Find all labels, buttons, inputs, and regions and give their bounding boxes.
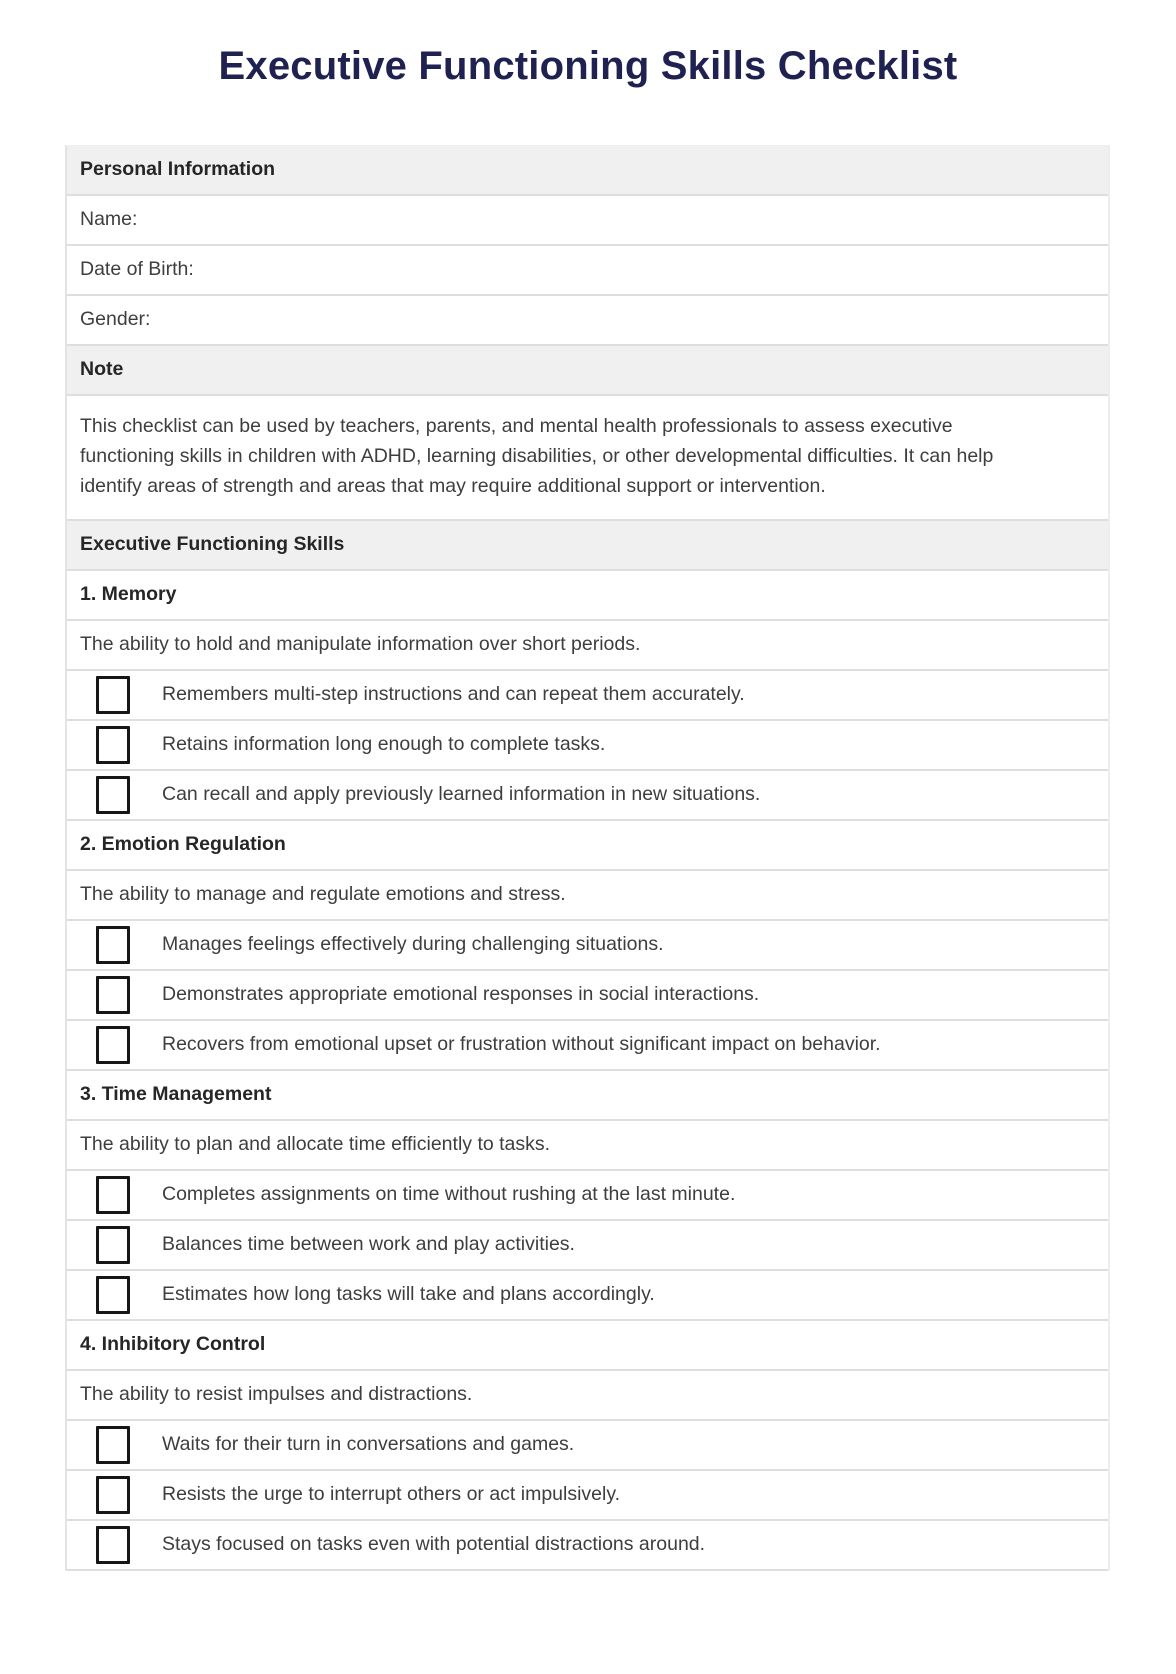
personal-info-header-label: Personal Information [80,158,276,181]
section-heading-label: 3. Time Management [80,1082,272,1105]
note-header [67,346,1108,396]
checklist-item-row [67,671,1108,721]
skills-header [67,521,1108,571]
section-heading [67,1071,1108,1121]
checkbox[interactable] [96,1176,130,1214]
checkbox[interactable] [96,926,130,964]
skill-section [67,821,1108,1071]
checklist-item-row [67,1021,1108,1071]
page-title: Executive Functioning Skills Checklist [218,44,958,88]
checklist-item-row [67,1521,1108,1571]
checkbox[interactable] [96,1526,130,1564]
checklist-item-label: Completes assignments on time without rushing at the last minute. [162,1182,736,1205]
section-description [67,1121,1108,1171]
checklist-item-label: Manages feelings effectively during challenging situations. [162,932,664,955]
note-header-label: Note [80,358,124,381]
checklist-item-label: Estimates how long tasks will take and plans accordingly. [162,1282,655,1305]
personal-fields-group [67,196,1108,346]
section-heading [67,1321,1108,1371]
checklist-item-label: Remembers multi-step instructions and can repeat them accurately. [162,682,745,705]
section-items-group [67,1421,1108,1571]
checklist-item-row [67,1271,1108,1321]
checkbox[interactable] [96,976,130,1014]
section-description [67,621,1108,671]
section-description-text: The ability to hold and manipulate information over short periods. [80,632,641,655]
section-description [67,1371,1108,1421]
section-description-text: The ability to manage and regulate emotions and stress. [80,882,566,905]
personal-field-label: Gender: [80,308,151,331]
section-heading-label: 1. Memory [80,582,177,605]
checklist-item-label: Can recall and apply previously learned information in new situations. [162,782,761,805]
section-items-group [67,1171,1108,1321]
checklist-item-label: Waits for their turn in conversations and games. [162,1432,575,1455]
skill-section [67,1321,1108,1571]
checkbox[interactable] [96,1026,130,1064]
section-items-group [67,671,1108,821]
checklist-item-row [67,921,1108,971]
checkbox[interactable] [96,1476,130,1514]
checklist-item-row [67,721,1108,771]
checklist-item-row [67,771,1108,821]
checklist-item-row [67,1171,1108,1221]
section-heading-label: 2. Emotion Regulation [80,832,286,855]
section-items-group [67,921,1108,1071]
note-text: This checklist can be used by teachers, parents, and mental health professionals to assess executive functioning skills in children with ADHD, learning disabilities, or other developmental difficulties. It can help identify areas of strength and areas that may require additional support or intervention. [67,396,1108,521]
personal-field-row[interactable] [67,196,1108,246]
checklist-item-row [67,1471,1108,1521]
skill-section [67,1071,1108,1321]
checkbox[interactable] [96,1276,130,1314]
checklist-item-row [67,1221,1108,1271]
checkbox[interactable] [96,676,130,714]
section-heading [67,821,1108,871]
personal-info-header [67,146,1108,196]
personal-field-label: Date of Birth: [80,258,194,281]
checklist-item-label: Demonstrates appropriate emotional responses in social interactions. [162,982,760,1005]
checklist-item-label: Retains information long enough to complete tasks. [162,732,606,755]
checklist-item-label: Resists the urge to interrupt others or act impulsively. [162,1482,621,1505]
checklist-item-row [67,1421,1108,1471]
skill-section [67,571,1108,821]
checkbox[interactable] [96,726,130,764]
section-description-text: The ability to plan and allocate time efficiently to tasks. [80,1132,551,1155]
checklist-item-label: Stays focused on tasks even with potential distractions around. [162,1532,706,1555]
checkbox[interactable] [96,1226,130,1264]
checklist-item-label: Balances time between work and play activities. [162,1232,575,1255]
section-heading [67,571,1108,621]
section-heading-label: 4. Inhibitory Control [80,1332,266,1355]
section-description [67,871,1108,921]
checkbox[interactable] [96,1426,130,1464]
checklist-item-row [67,971,1108,1021]
section-description-text: The ability to resist impulses and distractions. [80,1382,473,1405]
personal-field-row[interactable] [67,246,1108,296]
checkbox[interactable] [96,776,130,814]
checklist-item-label: Recovers from emotional upset or frustration without significant impact on behavior. [162,1032,881,1055]
document-page [0,44,1176,1571]
personal-field-label: Name: [80,208,138,231]
skills-header-label: Executive Functioning Skills [80,532,345,555]
skill-sections-group [67,571,1108,1571]
personal-field-row[interactable] [67,296,1108,346]
checklist-table [65,145,1110,1571]
